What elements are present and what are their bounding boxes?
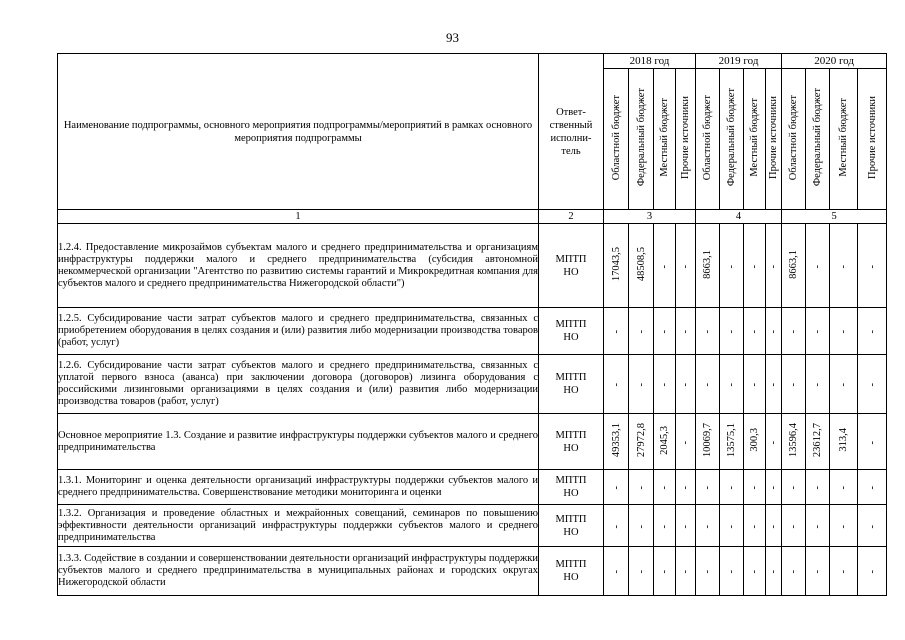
value-cell: [604, 308, 629, 355]
header-name-cell: Наименование подпрограммы, основного мероприятия подпрограммы/мероприятий в рамках основного мероприятия подпрограммы: [58, 54, 539, 210]
value-cell: [676, 547, 696, 596]
table-row: [58, 224, 887, 308]
header-source-0-3: [676, 69, 696, 210]
value-cell: [696, 470, 720, 505]
column-number-5: 5: [782, 210, 887, 224]
value-cell: [696, 308, 720, 355]
header-source-0-1: [629, 69, 654, 210]
value-cell: [806, 224, 830, 308]
value-cell: [782, 308, 806, 355]
value-text: -: [749, 383, 761, 387]
header-source-2-3: [858, 69, 887, 210]
value-text: -: [635, 524, 647, 528]
value-cell: [766, 224, 782, 308]
value-cell: [858, 308, 887, 355]
value-text: -: [635, 383, 647, 387]
value-text: -: [812, 383, 824, 387]
value-cell: [676, 355, 696, 414]
header-source-label: Местный бюджет: [659, 98, 670, 177]
value-text: 2045,3: [659, 425, 670, 455]
value-cell: [696, 414, 720, 470]
value-text: -: [749, 264, 761, 268]
value-cell: [806, 505, 830, 547]
value-cell: [806, 547, 830, 596]
row-name-cell: 1.2.6. Субсидирование части затрат субъектов малого и среднего предпринимательства, связанных с уплатой первого взноса (аванса) при заключении договора (договоров) лизинга оборудования с российскими лизинговыми организациями в целях создания и (или) развития либо модернизации производства товаров (работ, услуг): [58, 355, 539, 414]
value-text: -: [635, 570, 647, 574]
value-text: -: [749, 570, 761, 574]
value-text: -: [680, 440, 692, 444]
value-text: -: [838, 264, 850, 268]
value-text: -: [812, 570, 824, 574]
value-text: 23612,7: [812, 422, 824, 458]
value-cell: [676, 308, 696, 355]
value-text: -: [812, 330, 824, 334]
header-source-1-3: [766, 69, 782, 210]
column-number-3: 3: [604, 210, 696, 224]
header-source-2-2: [830, 69, 858, 210]
value-text: 10069,7: [702, 422, 714, 458]
value-text: -: [680, 486, 692, 490]
header-source-2-0: [782, 69, 806, 210]
value-cell: [830, 505, 858, 547]
value-text: -: [866, 570, 878, 574]
value-text: -: [788, 383, 800, 387]
value-text: -: [749, 486, 761, 490]
value-text: -: [610, 570, 622, 574]
value-cell: [806, 355, 830, 414]
value-text: -: [838, 330, 850, 334]
row-name-cell: 1.2.5. Субсидирование части затрат субъектов малого и среднего предпринимательства, связанных с приобретением оборудования в целях создания и (или) развития либо модернизации производства товаров (работ, услуг): [58, 308, 539, 355]
value-text: -: [726, 330, 738, 334]
table-row: [58, 505, 887, 547]
value-cell: [696, 355, 720, 414]
value-cell: [676, 505, 696, 547]
value-cell: [782, 470, 806, 505]
value-text: 49353,1: [610, 422, 622, 458]
table-row: [58, 470, 887, 505]
value-text: -: [788, 524, 800, 528]
header-source-label: Областной бюджет: [610, 94, 622, 181]
header-source-label: Прочие источники: [768, 96, 780, 179]
value-cell: [604, 470, 629, 505]
value-cell: [696, 224, 720, 308]
value-text: -: [659, 570, 670, 574]
value-cell: [858, 355, 887, 414]
value-text: -: [768, 524, 780, 528]
value-text: -: [680, 330, 692, 334]
value-cell: [858, 414, 887, 470]
value-cell: [782, 355, 806, 414]
value-cell: [720, 308, 744, 355]
value-cell: [782, 547, 806, 596]
value-cell: [654, 414, 676, 470]
value-text: -: [726, 570, 738, 574]
value-text: -: [788, 330, 800, 334]
value-text: -: [610, 486, 622, 490]
value-cell: [744, 308, 766, 355]
table-row: [58, 547, 887, 596]
value-cell: [766, 414, 782, 470]
value-text: 17043,5: [610, 246, 622, 282]
row-responsible-cell: МПТП НО: [539, 308, 604, 355]
value-text: -: [659, 524, 670, 528]
header-year-2018: 2018 год: [604, 54, 696, 69]
value-text: -: [768, 383, 780, 387]
value-cell: [766, 505, 782, 547]
value-text: -: [866, 524, 878, 528]
value-cell: [604, 414, 629, 470]
row-responsible-cell: МПТП НО: [539, 505, 604, 547]
value-text: -: [702, 524, 714, 528]
header-source-1-2: [744, 69, 766, 210]
value-text: -: [838, 570, 850, 574]
value-text: 27972,8: [635, 422, 647, 458]
value-text: -: [680, 383, 692, 387]
value-cell: [744, 505, 766, 547]
value-cell: [654, 505, 676, 547]
value-cell: [604, 547, 629, 596]
row-name-cell: 1.3.3. Содействие в создании и совершенствовании деятельности организаций инфраструктуры поддержки субъектов малого и среднего предпринимательства в муниципальных районах и городских округах Нижегородской области: [58, 547, 539, 596]
value-cell: [629, 505, 654, 547]
value-cell: [858, 224, 887, 308]
value-text: -: [726, 383, 738, 387]
value-text: -: [680, 570, 692, 574]
value-text: 13575,1: [726, 422, 738, 458]
header-source-0-2: [654, 69, 676, 210]
header-source-label: Местный бюджет: [749, 98, 761, 177]
page-number: 93: [446, 30, 459, 45]
value-cell: [676, 414, 696, 470]
value-cell: [830, 355, 858, 414]
header-source-2-1: [806, 69, 830, 210]
value-cell: [720, 470, 744, 505]
row-name-cell: 1.3.2. Организация и проведение областных и межрайонных совещаний, семинаров по повышению эффективности деятельности организаций инфраструктуры поддержки субъектов малого и среднего предпринимательства: [58, 505, 539, 547]
value-text: -: [768, 486, 780, 490]
value-text: -: [659, 383, 670, 387]
value-text: 8663,1: [788, 249, 800, 279]
column-number-4: 4: [696, 210, 782, 224]
value-text: -: [866, 264, 878, 268]
value-text: -: [659, 486, 670, 490]
value-cell: [806, 414, 830, 470]
value-cell: [782, 224, 806, 308]
value-cell: [696, 505, 720, 547]
row-responsible-cell: МПТП НО: [539, 470, 604, 505]
value-text: -: [812, 264, 824, 268]
value-text: -: [635, 330, 647, 334]
header-source-label: Областной бюджет: [788, 94, 800, 181]
value-cell: [830, 470, 858, 505]
value-cell: [830, 224, 858, 308]
value-cell: [766, 547, 782, 596]
header-responsible-cell: Ответ- ственный исполни- тель: [539, 54, 604, 210]
value-text: -: [866, 486, 878, 490]
value-text: -: [680, 524, 692, 528]
value-cell: [830, 414, 858, 470]
value-cell: [720, 547, 744, 596]
value-cell: [654, 224, 676, 308]
value-cell: [629, 224, 654, 308]
value-cell: [806, 308, 830, 355]
value-text: 313,4: [838, 428, 850, 452]
value-text: -: [702, 330, 714, 334]
value-text: -: [866, 330, 878, 334]
row-responsible-cell: МПТП НО: [539, 355, 604, 414]
row-responsible-cell: МПТП НО: [539, 224, 604, 308]
value-text: -: [812, 486, 824, 490]
value-text: -: [866, 440, 878, 444]
header-source-label: Прочие источники: [866, 96, 878, 179]
value-text: -: [680, 264, 692, 268]
column-number-2: 2: [539, 210, 604, 224]
value-cell: [766, 355, 782, 414]
value-cell: [654, 547, 676, 596]
value-cell: [766, 308, 782, 355]
value-cell: [830, 308, 858, 355]
value-cell: [696, 547, 720, 596]
value-text: -: [610, 524, 622, 528]
table-row: [58, 308, 887, 355]
value-text: -: [749, 330, 761, 334]
value-text: -: [659, 330, 670, 334]
value-cell: [604, 224, 629, 308]
header-year-2020: 2020 год: [782, 54, 887, 69]
value-text: 8663,1: [702, 249, 714, 279]
value-text: -: [788, 570, 800, 574]
value-text: -: [768, 570, 780, 574]
value-cell: [744, 470, 766, 505]
value-text: -: [838, 524, 850, 528]
header-source-0-0: [604, 69, 629, 210]
value-text: -: [838, 383, 850, 387]
value-text: -: [866, 383, 878, 387]
value-cell: [676, 470, 696, 505]
budget-table: [57, 53, 887, 596]
row-name-cell: 1.2.4. Предоставление микрозаймов субъектам малого и среднего предпринимательства и организациям инфраструктуры поддержки малого и среднего предпринимательства (субсидия автономной некоммерческой организации "Агентство по развитию системы гарантий и Микрокредитная компания для субъектов малого и среднего предпринимательства Нижегородской области"): [58, 224, 539, 308]
header-source-label: Федеральный бюджет: [635, 88, 647, 187]
header-source-1-0: [696, 69, 720, 210]
header-source-label: Прочие источники: [680, 96, 692, 179]
value-cell: [830, 547, 858, 596]
value-cell: [654, 470, 676, 505]
value-cell: [720, 414, 744, 470]
value-text: -: [702, 486, 714, 490]
value-cell: [782, 505, 806, 547]
row-name-cell: Основное мероприятие 1.3. Создание и развитие инфраструктуры поддержки субъектов малого и среднего предпринимательства: [58, 414, 539, 470]
header-row-years: [58, 54, 887, 69]
table-row: [58, 414, 887, 470]
value-cell: [604, 505, 629, 547]
header-source-label: Федеральный бюджет: [812, 88, 824, 187]
table-row: [58, 355, 887, 414]
value-text: -: [768, 330, 780, 334]
value-cell: [720, 224, 744, 308]
value-text: -: [726, 486, 738, 490]
row-name-cell: 1.3.1. Мониторинг и оценка деятельности организаций инфраструктуры поддержки субъектов малого и среднего предпринимательства. Совершенствование методики мониторинга и оценки: [58, 470, 539, 505]
value-text: -: [610, 383, 622, 387]
value-text: -: [702, 570, 714, 574]
column-number-1: 1: [58, 210, 539, 224]
value-text: -: [768, 264, 780, 268]
value-cell: [654, 308, 676, 355]
header-source-label: Федеральный бюджет: [726, 88, 738, 187]
value-text: -: [726, 524, 738, 528]
value-cell: [806, 470, 830, 505]
value-text: 13596,4: [788, 422, 800, 458]
value-cell: [720, 355, 744, 414]
value-cell: [604, 355, 629, 414]
value-text: -: [726, 264, 738, 268]
value-text: -: [788, 486, 800, 490]
value-cell: [744, 414, 766, 470]
value-cell: [629, 547, 654, 596]
header-source-label: Местный бюджет: [838, 98, 850, 177]
header-row-numbers: [58, 210, 887, 224]
header-year-2019: 2019 год: [696, 54, 782, 69]
value-cell: [858, 547, 887, 596]
value-text: -: [635, 486, 647, 490]
value-cell: [629, 414, 654, 470]
value-cell: [744, 355, 766, 414]
value-cell: [766, 470, 782, 505]
value-cell: [654, 355, 676, 414]
value-text: 300,3: [749, 428, 761, 452]
value-text: -: [812, 524, 824, 528]
header-source-1-1: [720, 69, 744, 210]
value-cell: [858, 470, 887, 505]
value-cell: [676, 224, 696, 308]
value-cell: [858, 505, 887, 547]
value-text: -: [659, 264, 670, 268]
header-source-label: Областной бюджет: [702, 94, 714, 181]
value-cell: [782, 414, 806, 470]
row-responsible-cell: МПТП НО: [539, 547, 604, 596]
value-cell: [720, 505, 744, 547]
value-cell: [629, 308, 654, 355]
value-cell: [629, 355, 654, 414]
value-cell: [629, 470, 654, 505]
value-text: -: [610, 330, 622, 334]
value-text: 48508,5: [635, 246, 647, 282]
value-cell: [744, 547, 766, 596]
value-text: -: [749, 524, 761, 528]
value-text: -: [768, 440, 780, 444]
row-responsible-cell: МПТП НО: [539, 414, 604, 470]
value-text: -: [838, 486, 850, 490]
value-text: -: [702, 383, 714, 387]
value-cell: [744, 224, 766, 308]
